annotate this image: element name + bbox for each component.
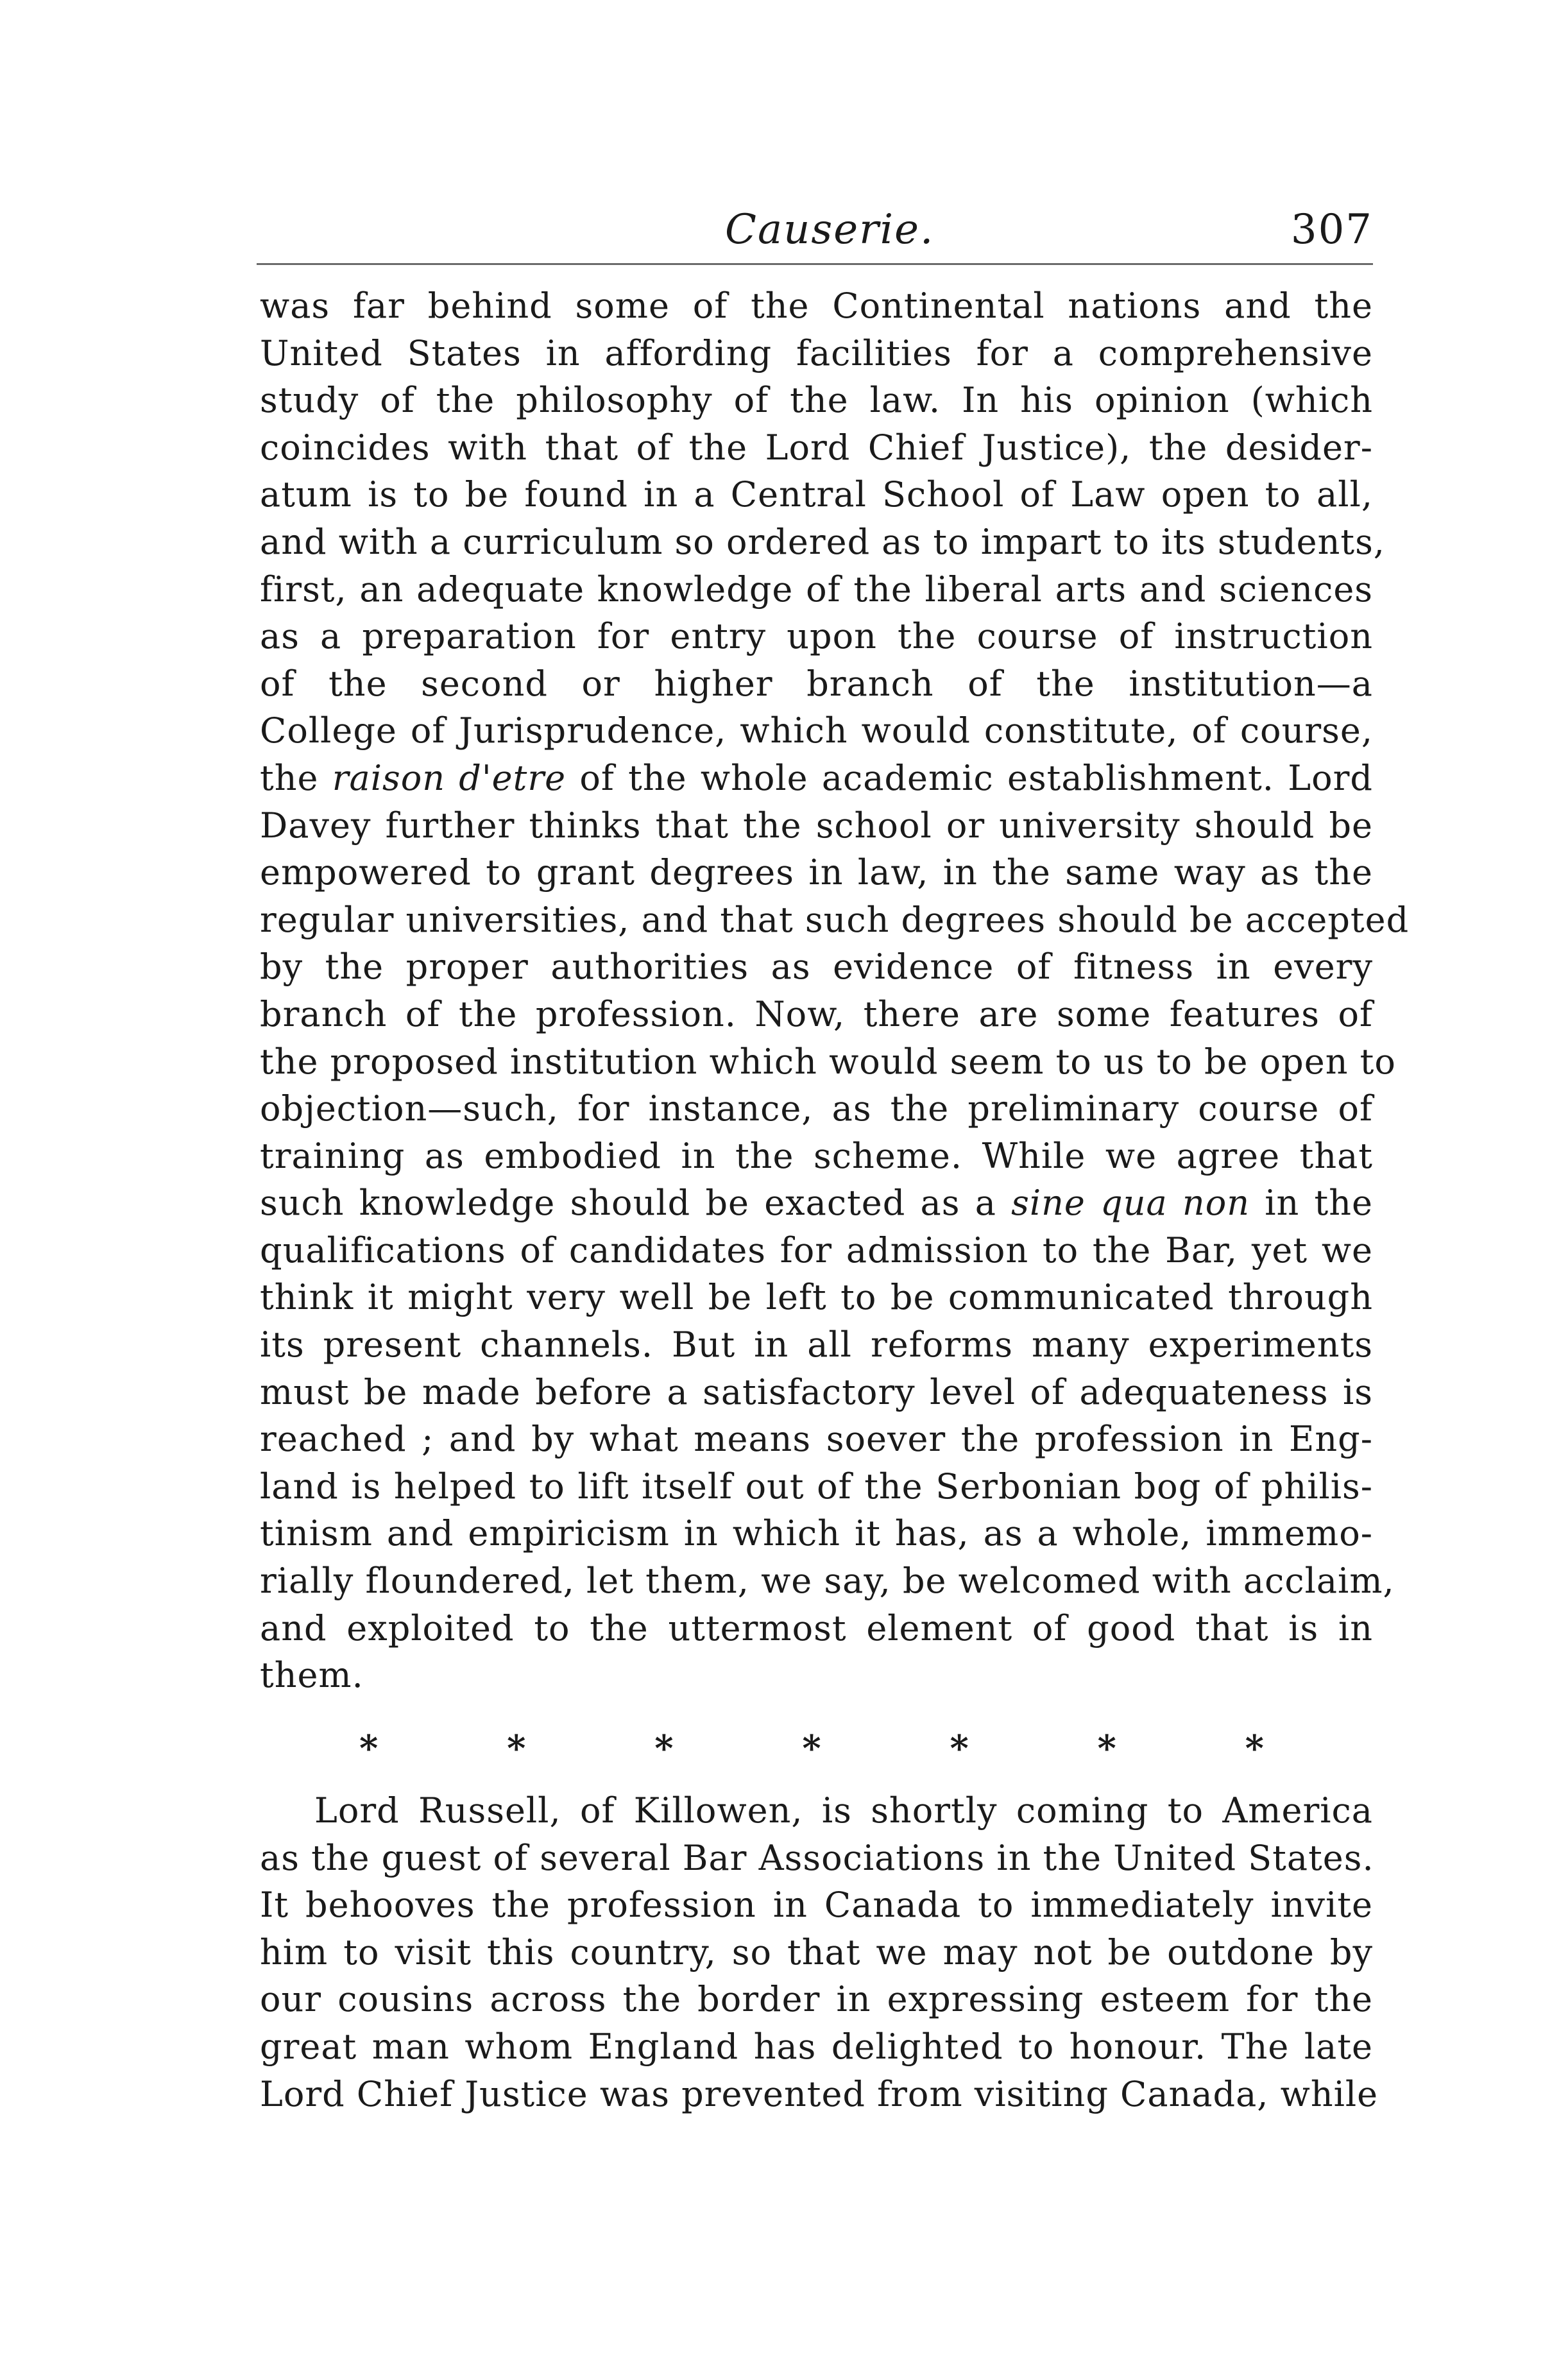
- running-title: Causerie.: [725, 206, 935, 253]
- paragraph-1: [260, 282, 1410, 1699]
- text-line: atum is to be found in a Central School of Law open to all,: [260, 474, 1373, 515]
- asterisk: *: [507, 1727, 526, 1770]
- text-line: training as embodied in the scheme. While we agree that: [260, 1135, 1373, 1176]
- text-line: qualifications of candidates for admission to the Bar, yet we: [260, 1229, 1373, 1271]
- text-line: tinism and empiricism in which it has, as a whole, immemo-: [260, 1513, 1373, 1554]
- text-line: of the second or higher branch of the institution—a: [260, 663, 1373, 704]
- text-line: as the guest of several Bar Associations in the United States.: [260, 1837, 1374, 1878]
- text-line: its present channels. But in all reforms many experiments: [260, 1324, 1373, 1366]
- text-line: land is helped to lift itself out of the Serbonian bog of philis-: [260, 1466, 1373, 1507]
- text-line: was far behind some of the Continental nations and the: [260, 286, 1373, 326]
- header-rule: [257, 263, 1373, 265]
- section-separator: [359, 1726, 1264, 1771]
- text-line: as a preparation for entry upon the course of instruction: [260, 616, 1373, 657]
- asterisk: *: [950, 1727, 969, 1770]
- text-line: empowered to grant degrees in law, in the same way as the: [260, 852, 1373, 893]
- italic-phrase: raison d'etre: [332, 757, 567, 798]
- italic-phrase: sine qua non: [1011, 1183, 1250, 1224]
- text-line: regular universities, and that such degrees should be accepted: [260, 899, 1410, 940]
- asterisk: *: [1245, 1727, 1264, 1770]
- text-line: study of the philosophy of the law. In his opinion (which: [260, 380, 1373, 421]
- text-line: and with a curriculum so ordered as to impart to its students,: [260, 521, 1385, 562]
- text-line: coincides with that of the Lord Chief Justice), the desider-: [260, 427, 1373, 468]
- text-line: our cousins across the border in expressing esteem for the: [260, 1979, 1373, 2020]
- paragraph-2: [260, 1787, 1379, 2118]
- text-line: objection—such, for instance, as the preliminary course of: [260, 1088, 1373, 1129]
- text-line: branch of the profession. Now, there are some features of: [260, 993, 1373, 1034]
- text-line: and exploited to the uttermost element of good that is in: [260, 1607, 1373, 1648]
- asterisk: *: [1097, 1727, 1116, 1770]
- text-line: rially floundered, let them, we say, be welcomed with acclaim,: [260, 1561, 1395, 1602]
- text-line: Davey further thinks that the school or university should be: [260, 805, 1373, 846]
- text-line: Lord Russell, of Killowen, is shortly coming to America: [314, 1790, 1373, 1831]
- text-line: must be made before a satisfactory level of adequateness is: [260, 1371, 1373, 1412]
- asterisk: *: [359, 1727, 379, 1770]
- text-line-with-italic: such knowledge should be exacted as a sine qua non in the: [260, 1183, 1373, 1224]
- text-line: them.: [260, 1655, 364, 1696]
- text-line: reached ; and by what means soever the profession in Eng-: [260, 1419, 1373, 1460]
- text-line: him to visit this country, so that we may not be outdone by: [260, 1931, 1373, 1973]
- asterisk: *: [654, 1727, 674, 1770]
- text-line: by the proper authorities as evidence of fitness in every: [260, 946, 1373, 988]
- text-line: think it might very well be left to be communicated through: [260, 1277, 1373, 1318]
- text-line: College of Jurisprudence, which would constitute, of course,: [260, 710, 1373, 751]
- text-line: great man whom England has delighted to honour. The late: [260, 2026, 1373, 2067]
- asterisk: *: [802, 1727, 821, 1770]
- text-line: It behooves the profession in Canada to immediately invite: [260, 1885, 1373, 1926]
- text-line: Lord Chief Justice was prevented from visiting Canada, while: [260, 2073, 1379, 2114]
- text-line: United States in affording facilities for a comprehensive: [260, 332, 1373, 373]
- text-line: the proposed institution which would seem to us to be open to: [260, 1041, 1396, 1082]
- running-head: [257, 204, 1373, 265]
- text-line: first, an adequate knowledge of the liberal arts and sciences: [260, 569, 1373, 610]
- text-line-with-italic: the raison d'etre of the whole academic establishment. Lord: [260, 757, 1373, 798]
- page-number: 307: [1290, 206, 1373, 253]
